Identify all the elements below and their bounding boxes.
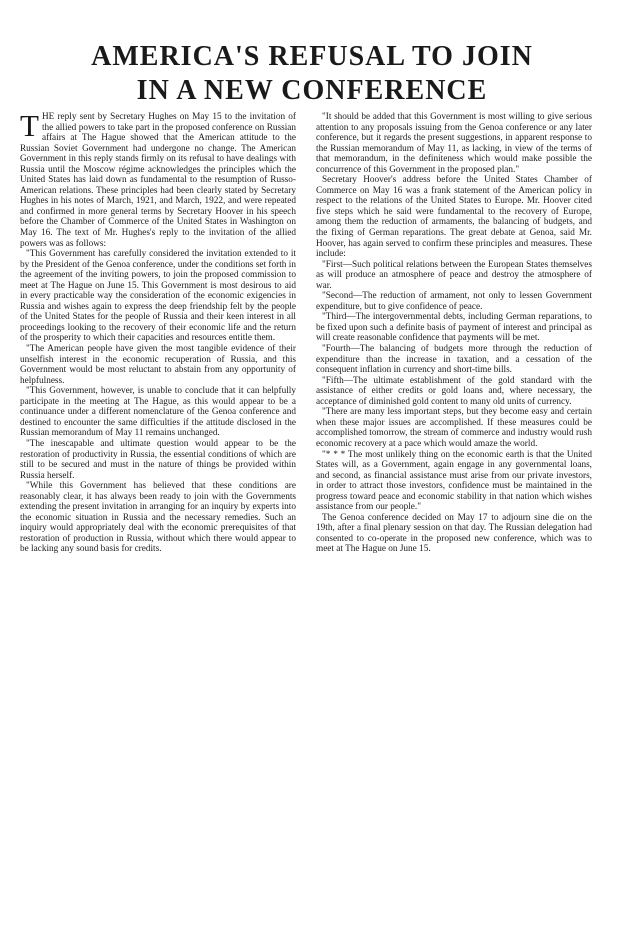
article-title <box>0 40 624 108</box>
paragraph: "Fifth—The ultimate establishment of the gold standard with the assistance of either credits or gold loans and, where necessary, the acceptance of diminished gold content to many old units of currency. <box>316 375 592 407</box>
paragraph: Secretary Hoover's address before the United States Chamber of Commerce on May 16 was a frank statement of the American policy in respect to the relations of the United States to Europe. Mr. Hoover cited five steps which he said were fundamental to the recovery of Europe, among them the reduction of armaments, the balancing of budgets, and the fixing of German reparations. The great debate at Genoa, said Mr. Hoover, has again served to confirm these principles and measures. These include: <box>316 175 592 260</box>
title-line-1: AMERICA'S REFUSAL TO JOIN <box>91 41 533 72</box>
drop-cap: T <box>20 108 39 143</box>
paragraph: The Genoa conference decided on May 17 to adjourn sine die on the 19th, after a final plenary session on that day. The Russian delegation had consented to co-operate in the proposed new conference, which was to meet at The Hague on June 15. <box>316 512 592 555</box>
paragraph: "There are many less important steps, but they become easy and certain when these major issues are accomplished. If these measures could be accomplished tomorrow, the stream of commerce and industry would rush economic recovery at a pace which would amaze the world. <box>316 407 592 449</box>
paragraph: "This Government, however, is unable to conclude that it can helpfully participate in the meeting at The Hague, as this would appear to be a continuance under a different nomenclature of the Genoa conference and destined to encounter the same difficulties if the attitude disclosed in the Russian memorandum of May 11 remains unchanged. <box>20 386 296 439</box>
paragraph: "Second—The reduction of armament, not only to lessen Government expenditure, but to give confidence of peace. <box>316 291 592 312</box>
paragraph: "It should be added that this Government is most willing to give serious attention to any proposals issuing from the Genoa conference or any later conference, but it regards the present suggestions, in apparent response to the Russian memorandum of May 11, as lacking, in view of the terms of that memorandum, in the definiteness which would make possible the concurrence of this Government in the proposed plan." <box>316 112 592 175</box>
paragraph: "While this Government has believed that these conditions are reasonably clear, it has always been ready to join with the Governments extending the present invitation in arranging for an inquiry by experts into the economic situation in Russia and the necessary remedies. Such an inquiry would appropriately deal with the economic prerequisites of that restoration of production in Russia, without which there would appear to be lacking any sound basis for credits. <box>20 481 296 555</box>
right-column <box>316 112 592 555</box>
left-column <box>20 108 296 555</box>
paragraph: "This Government has carefully considered the invitation extended to it by the President of the Genoa conference, under the conditions set forth in the agreement of the inviting powers, to join the proposed commission to meet at The Hague on June 15. This Government is most desirous to aid in every practicable way the consideration of the economic exigencies in Russia and wishes again to express the deep friendship felt by the people of the United States for the people of Russia and their keen interest in all proceedings looking to the recovery of their economic life and the return of the prosperity to which their capacities and resources entitle them. <box>20 249 296 344</box>
paragraph: "The inescapable and ultimate question would appear to be the restoration of productivity in Russia, the essential conditions of which are still to be secured and must in the nature of things be provided within Russia herself. <box>20 438 296 481</box>
paragraph: "Fourth—The balancing of budgets more through the reduction of expenditure than the increase in taxation, and a cessation of the consequent inflation in currency and short-time bills. <box>316 344 592 376</box>
paragraph: "The American people have given the most tangible evidence of their unselfish interest in the economic recuperation of Russia, and this Government would be most reluctant to abstain from any opportunity of helpfulness. <box>20 344 296 386</box>
paragraph: "First—Such political relations between the European States themselves as will produce an atmosphere of peace and destroy the atmosphere of war. <box>316 259 592 291</box>
paragraph: THE reply sent by Secretary Hughes on May 15 to the invitation of the allied powers to take part in the proposed conference on Russian affairs at The Hague showed that the American attitude to the Russian Soviet Government had undergone no change. The American Government in this reply stands firmly on its refusal to have dealings with Russia until the Moscow régime acknowledges the principles which the United States has laid down as fundamental to the resumption of Russo-American relations. These principles had been clearly stated by Secretary Hughes in his notes of March, 1921, and March, 1922, and were repeated and confirmed in more general terms by Secretary Hoover in his speech before the Chamber of Commerce of the United States in Washington on May 16. The text of Mr. Hughes's reply to the invitation of the allied powers was as follows: <box>20 108 296 249</box>
title-line-2: IN A NEW CONFERENCE <box>136 75 488 106</box>
paragraph: "Third—The intergovernmental debts, including German reparations, to be fixed upon such a definite basis of payment of interest and principal as will create reasonable confidence that payments will be met. <box>316 312 592 344</box>
paragraph: "* * * The most unlikely thing on the economic earth is that the United States will, as a Government, again engage in any governmental loans, and second, as financial assistance must arise from our private investors, in order to attract those investors, confidence must be maintained in the progress toward peace and economic stability in that nation which wishes assistance from our people." <box>316 449 592 513</box>
